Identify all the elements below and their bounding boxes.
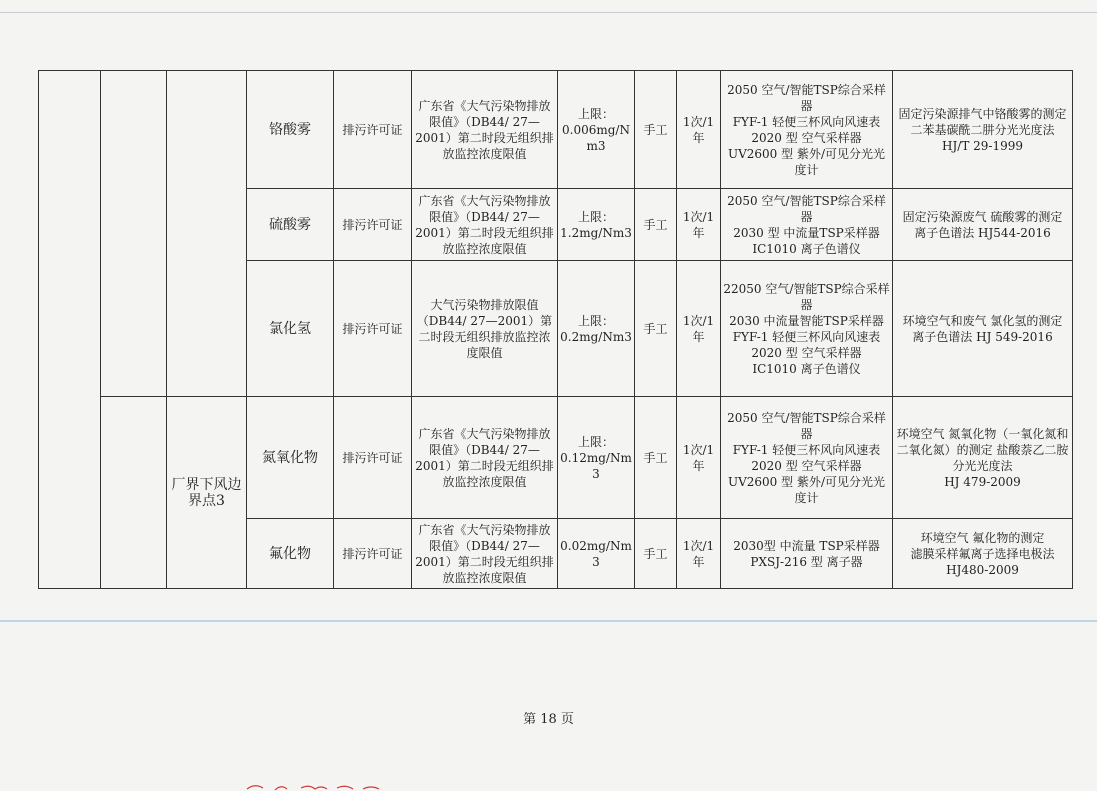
- top-divider-line: [0, 12, 1097, 13]
- blank-cell-outlet: [39, 71, 101, 589]
- method-cell: 手工: [635, 397, 677, 519]
- basis-cell: 排污许可证: [334, 397, 412, 519]
- instruments-cell: 2050 空气/智能TSP综合采样器 2030 型 中流量TSP采样器 IC1010 离子色谱仪: [721, 189, 893, 261]
- handwritten-signature: [245, 782, 405, 791]
- analysis-method-cell: 固定污染源排气中铬酸雾的测定 二苯基碳酰二肼分光光度法 HJ/T 29-1999: [893, 71, 1073, 189]
- analysis-method-cell: 环境空气和废气 氯化氢的测定 离子色谱法 HJ 549-2016: [893, 261, 1073, 397]
- table-row: [39, 397, 1073, 519]
- limit-cell: 上限： 0.2mg/Nm3: [558, 261, 635, 397]
- basis-cell: 排污许可证: [334, 189, 412, 261]
- pollutant-cell: 铬酸雾: [247, 71, 334, 189]
- page-number: 第 18 页: [523, 712, 574, 727]
- bottom-divider-line: [0, 620, 1097, 622]
- instruments-cell: 2050 空气/智能TSP综合采样器 FYF-1 轻便三杯风向风速表 2020 型 空气采样器 UV2600 型 紫外/可见分光光度计: [721, 71, 893, 189]
- blank-cell-point: [167, 71, 247, 397]
- limit-cell: 上限： 0.006mg/N m3: [558, 71, 635, 189]
- blank-cell-category: [101, 71, 167, 397]
- instruments-cell: 22050 空气/智能TSP综合采样器 2030 中流量智能TSP采样器 FYF-1 轻便三杯风向风速表 2020 型 空气采样器 IC1010 离子色谱仪: [721, 261, 893, 397]
- analysis-method-cell: 环境空气 氟化物的测定 滤膜采样氟离子选择电极法HJ480-2009: [893, 519, 1073, 589]
- standard-cell: 广东省《大气污染物排放限值》（DB44/ 27—2001）第二时段无组织排放监控浓度限值: [412, 519, 558, 589]
- monitoring-table: [38, 70, 1073, 589]
- blank-cell-category: [101, 397, 167, 589]
- basis-cell: 排污许可证: [334, 519, 412, 589]
- limit-cell: 上限： 0.12mg/Nm 3: [558, 397, 635, 519]
- table-row: [39, 71, 1073, 189]
- limit-cell: 0.02mg/Nm 3: [558, 519, 635, 589]
- pollutant-cell: 氮氧化物: [247, 397, 334, 519]
- method-cell: 手工: [635, 189, 677, 261]
- basis-cell: 排污许可证: [334, 261, 412, 397]
- standard-cell: 大气污染物排放限值（DB44/ 27—2001）第二时段无组织排放监控浓度限值: [412, 261, 558, 397]
- standard-cell: 广东省《大气污染物排放限值》（DB44/ 27—2001）第二时段无组织排放监控浓度限值: [412, 397, 558, 519]
- instruments-cell: 2030型 中流量 TSP采样器 PXSJ-216 型 离子器: [721, 519, 893, 589]
- pollutant-cell: 硫酸雾: [247, 189, 334, 261]
- method-cell: 手工: [635, 519, 677, 589]
- frequency-cell: 1次/1 年: [677, 519, 721, 589]
- method-cell: 手工: [635, 261, 677, 397]
- standard-cell: 广东省《大气污染物排放限值》（DB44/ 27—2001）第二时段无组织排放监控浓度限值: [412, 189, 558, 261]
- analysis-method-cell: 固定污染源废气 硫酸雾的测定 离子色谱法 HJ544-2016: [893, 189, 1073, 261]
- monitoring-point-cell: 厂界下风边界点3: [167, 397, 247, 589]
- analysis-method-cell: 环境空气 氮氧化物（一氧化氮和二氧化氮）的测定 盐酸萘乙二胺分光光度法 HJ 479-2009: [893, 397, 1073, 519]
- standard-cell: 广东省《大气污染物排放限值》（DB44/ 27—2001）第二时段无组织排放监控浓度限值: [412, 71, 558, 189]
- basis-cell: 排污许可证: [334, 71, 412, 189]
- pollutant-cell: 氯化氢: [247, 261, 334, 397]
- frequency-cell: 1次/1 年: [677, 261, 721, 397]
- instruments-cell: 2050 空气/智能TSP综合采样器 FYF-1 轻便三杯风向风速表 2020 型 空气采样器 UV2600 型 紫外/可见分光光度计: [721, 397, 893, 519]
- frequency-cell: 1次/1 年: [677, 71, 721, 189]
- limit-cell: 上限： 1.2mg/Nm3: [558, 189, 635, 261]
- method-cell: 手工: [635, 71, 677, 189]
- frequency-cell: 1次/1 年: [677, 397, 721, 519]
- pollutant-cell: 氟化物: [247, 519, 334, 589]
- frequency-cell: 1次/1 年: [677, 189, 721, 261]
